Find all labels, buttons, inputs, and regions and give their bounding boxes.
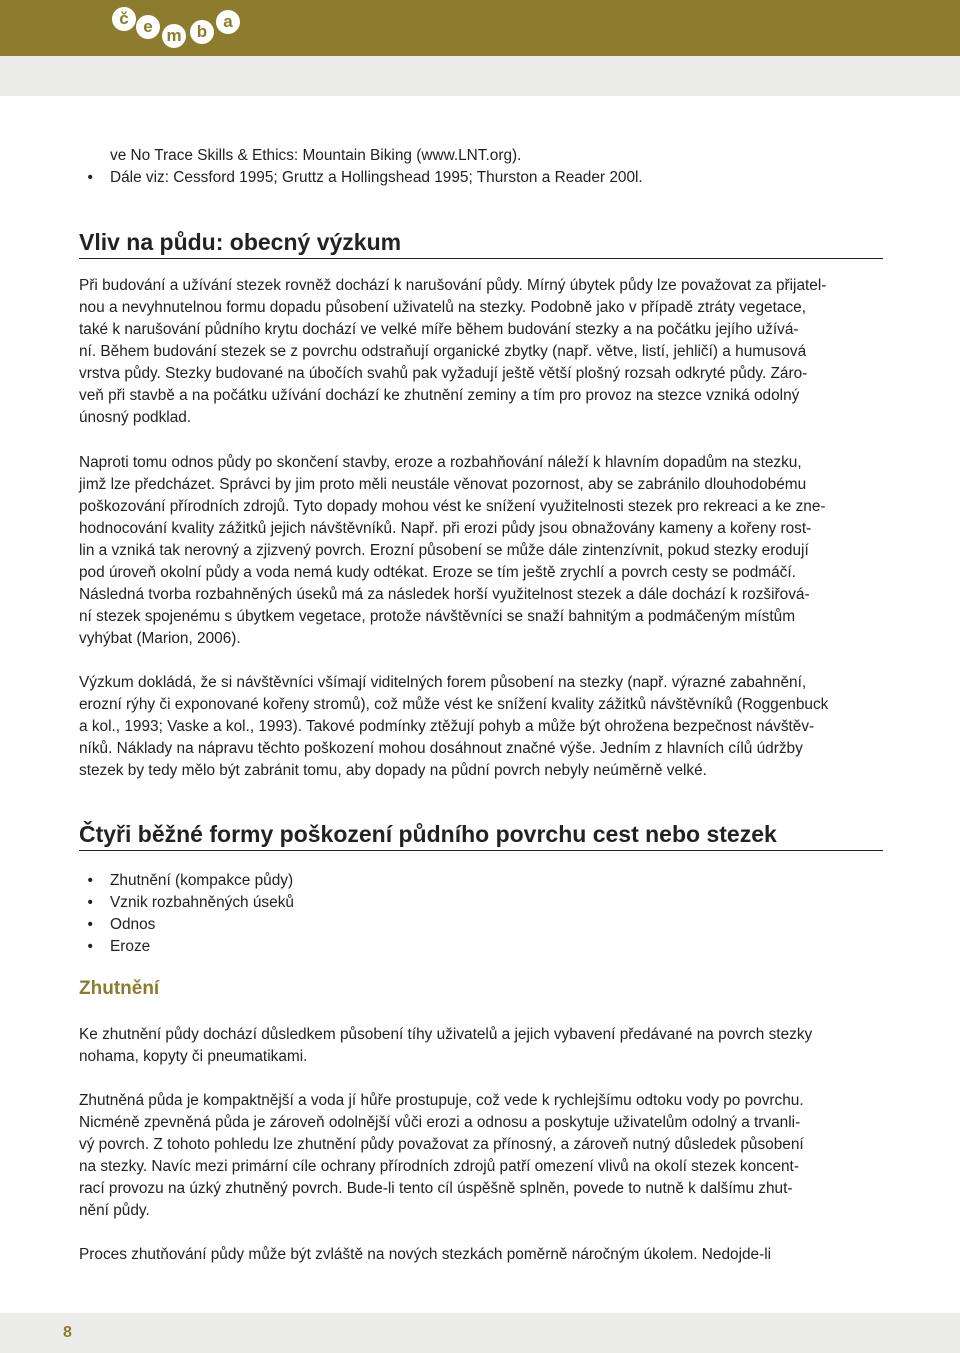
bullet-icon: • — [79, 894, 93, 911]
paragraph-line: hodnocování kvality zážitků jejich návštěvníků. Např. při erozi půdy jsou obnažovány kameny a kořeny rost- — [79, 520, 812, 537]
bullet-icon: • — [79, 169, 93, 186]
paragraph-line: erozní rýhy či exponované kořeny stromů), což může vést ke snížení kvality zážitků návštěvníků (Roggenbuck — [79, 696, 829, 713]
paragraph-line: vý povrch. Z tohoto pohledu lze zhutnění půdy považovat za přínosný, a zároveň nutný důsledek působení — [79, 1136, 804, 1153]
paragraph-line: Proces zhutňování půdy může být zvláště na nových stezkách poměrně náročným úkolem. Nedojde-li — [79, 1246, 772, 1263]
subsection-heading: Zhutnění — [79, 978, 160, 999]
paragraph-line: lin a vzniká tak nerovný a zjizvený povrch. Erozní působení se může dále zintenzívnit, pokud stezky erodují — [79, 542, 809, 559]
paragraph-line: únosný podklad. — [79, 409, 192, 426]
paragraph-line: vyhýbat (Marion, 2006). — [79, 630, 241, 647]
paragraph-line: ní. Během budování stezek se z povrchu odstraňují organické zbytky (např. větve, listí, jehličí) a humusová — [79, 343, 807, 360]
paragraph-line: Naproti tomu odnos půdy po skončení stavby, eroze a rozbahňování náleží k hlavním dopadům na stezku, — [79, 454, 802, 471]
paragraph-line: nou a nevyhnutelnou formu dopadu působení uživatelů na stezky. Podobně jako v případě ztráty vegetace, — [79, 299, 806, 316]
paragraph-line: Zhutněná půda je kompaktnější a voda jí hůře prostupuje, což vede k rychlejšímu odtoku vody po povrchu. — [79, 1092, 804, 1109]
paragraph-line: také k narušování půdního krytu dochází ve velké míře během budování stezky a na počátku jejího užívá- — [79, 321, 799, 338]
section-heading: Vliv na půdu: obecný výzkum — [79, 228, 883, 259]
paragraph — [79, 275, 883, 429]
paragraph-line: pod úroveň okolní půdy a voda nemá kudy odtékat. Eroze se tím ještě zrychlí a povrch cesty se podmáčí. — [79, 564, 796, 581]
paragraph-line: níků. Náklady na nápravu těchto poškození mohou dosáhnout značné výše. Jedním z hlavních cílů údržby — [79, 740, 803, 757]
header-subband — [0, 56, 960, 96]
list-item — [79, 167, 643, 189]
list-item — [79, 892, 294, 914]
logo-letter: b — [190, 20, 214, 44]
logo-letter: e — [136, 15, 160, 39]
logo-letter: a — [216, 10, 240, 34]
paragraph-line: nohama, kopyty či pneumatikami. — [79, 1048, 308, 1065]
paragraph-line: poškozování přírodních zdrojů. Tyto dopady mohou vést ke snížení využitelnosti stezek pro rekreaci a ke zne- — [79, 498, 826, 515]
bullet-icon: • — [79, 938, 93, 955]
list-item — [79, 870, 293, 892]
list-item-text: Dále viz: Cessford 1995; Gruttz a Hollingshead 1995; Thurston a Reader 200l. — [110, 169, 643, 186]
section-heading: Čtyři běžné formy poškození půdního povrchu cest nebo stezek — [79, 820, 883, 851]
paragraph-line: nění půdy. — [79, 1202, 150, 1219]
paragraph-line: Ke zhutnění půdy dochází důsledkem působení tíhy uživatelů a jejich vybavení předávané na povrch stezky — [79, 1026, 813, 1043]
list-item-continuation: ve No Trace Skills & Ethics: Mountain Biking (www.LNT.org). — [110, 147, 522, 164]
paragraph-line: Výzkum dokládá, že si návštěvníci všímají viditelných forem působení na stezky (např. výrazné zabahnění, — [79, 674, 807, 691]
page-number: 8 — [63, 1324, 72, 1341]
paragraph — [79, 672, 883, 782]
paragraph-line: ní stezek spojenému s úbytkem vegetace, protože návštěvníci se snaží bahnitým a podmáčeným místům — [79, 608, 796, 625]
paragraph-line: vrstva půdy. Stezky budované na úbočích svahů pak vyžadují ještě větší plošný rozsah odkryté půdy. Záro- — [79, 365, 808, 382]
paragraph — [79, 1090, 883, 1222]
list-item-text: Zhutnění (kompakce půdy) — [110, 872, 294, 889]
cemba-logo — [110, 4, 250, 50]
paragraph-line: Při budování a užívání stezek rovněž dochází k narušování půdy. Mírný úbytek půdy lze považovat za přijatel- — [79, 277, 827, 294]
paragraph-line: Nicméně zpevněná půda je zároveň odolnější vůči erozi a odnosu a poskytuje uživatelům odolný a trvanli- — [79, 1114, 801, 1131]
list-item-text: Vznik rozbahněných úseků — [110, 894, 294, 911]
bullet-icon: • — [79, 916, 93, 933]
paragraph — [79, 1024, 883, 1068]
paragraph — [79, 1244, 883, 1266]
list-item-text: Eroze — [110, 938, 151, 955]
paragraph-line: Následná tvorba rozbahněných úseků má za následek horší využitelnost stezek a dále dochází k rozšiřová- — [79, 586, 810, 603]
list-item-text: Odnos — [110, 916, 156, 933]
list-item — [79, 914, 155, 936]
paragraph-line: jimž lze předcházet. Správci by jim proto měli neustále věnovat pozornost, aby se zabránilo dlouhodobému — [79, 476, 807, 493]
footer-band — [0, 1313, 960, 1353]
paragraph-line: rací provozu na úzký zhutněný povrch. Bude-li tento cíl úspěšně splněn, povede to nutně k dalšímu zhut- — [79, 1180, 793, 1197]
paragraph-line: na stezky. Navíc mezi primární cíle ochrany přírodních zdrojů patří omezení vlivů na okolí stezek koncent- — [79, 1158, 799, 1175]
paragraph-line: a kol., 1993; Vaske a kol., 1993). Takové podmínky ztěžují pohyb a může být ohrožena bezpečnost návštěv- — [79, 718, 815, 735]
bullet-icon: • — [79, 872, 93, 889]
logo-letter: č — [112, 7, 136, 31]
logo-letter: m — [162, 24, 186, 48]
paragraph — [79, 452, 883, 650]
paragraph-line: veň při stavbě a na počátku užívání dochází ke zhutnění zeminy a tím pro provoz na stezce vzniká odolný — [79, 387, 800, 404]
list-item — [79, 936, 150, 958]
paragraph-line: stezek by tedy mělo být zabránit tomu, aby dopady na půdní povrch nebyly neúměrně velké. — [79, 762, 707, 779]
